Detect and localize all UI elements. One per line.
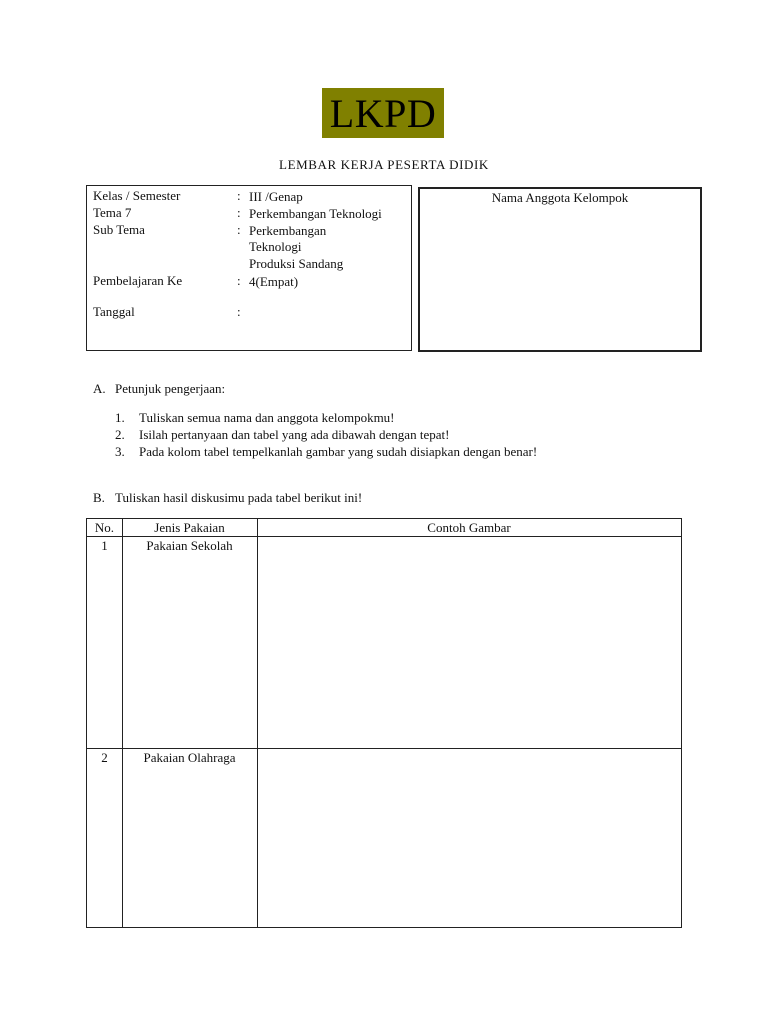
table-row-2-contoh-cell[interactable]	[258, 750, 681, 926]
list-number: 1.	[115, 410, 125, 425]
info-box	[86, 185, 412, 351]
info-value-line: Produksi Sandang	[249, 256, 344, 271]
table-row-2-jenis: Pakaian Olahraga	[143, 750, 236, 765]
table-row-1-jenis: Pakaian Sekolah	[146, 538, 233, 553]
info-colon: :	[237, 304, 241, 319]
section-title: Tuliskan hasil diskusimu pada tabel berikut ini!	[115, 490, 363, 505]
info-colon: :	[237, 205, 241, 220]
info-label: Kelas / Semester	[93, 188, 181, 203]
info-label: Tema 7	[93, 205, 132, 220]
lkpd-title: LKPD	[322, 88, 444, 138]
info-colon: :	[237, 273, 241, 288]
section-letter: A.	[93, 381, 106, 396]
info-value: 4(Empat)	[249, 274, 299, 289]
list-text: Pada kolom tabel tempelkanlah gambar yang sudah disiapkan dengan benar!	[139, 444, 538, 459]
table-row-divider	[87, 748, 681, 749]
table-row-1-contoh-cell[interactable]	[258, 538, 681, 747]
info-value: III /Genap	[249, 189, 303, 204]
table-column-divider	[122, 519, 123, 927]
members-title: Nama Anggota Kelompok	[491, 190, 629, 205]
table-header-jenis: Jenis Pakaian	[154, 520, 225, 535]
table-header-contoh: Contoh Gambar	[427, 520, 511, 535]
table-header-no: No.	[94, 520, 115, 535]
table-row-1-no: 1	[101, 538, 108, 553]
info-label: Pembelajaran Ke	[93, 273, 183, 288]
info-value: Perkembangan Teknologi	[249, 206, 382, 221]
info-label: Tanggal	[93, 304, 135, 319]
list-number: 2.	[115, 427, 125, 442]
table-row-2-no: 2	[101, 750, 108, 765]
section-letter: B.	[93, 490, 105, 505]
info-value-line: Teknologi	[249, 239, 302, 254]
info-colon: :	[237, 222, 241, 237]
list-text: Isilah pertanyaan dan tabel yang ada dibawah dengan tepat!	[139, 427, 450, 442]
table-header-divider	[87, 536, 681, 537]
info-colon: :	[237, 188, 241, 203]
info-value-line: Perkembangan	[249, 223, 327, 238]
members-box[interactable]	[418, 187, 702, 352]
discussion-table	[86, 518, 682, 928]
section-title: Petunjuk pengerjaan:	[115, 381, 226, 396]
list-number: 3.	[115, 444, 125, 459]
list-text: Tuliskan semua nama dan anggota kelompokmu!	[139, 410, 395, 425]
info-label: Sub Tema	[93, 222, 145, 237]
document-subtitle: LEMBAR KERJA PESERTA DIDIK	[279, 157, 489, 172]
